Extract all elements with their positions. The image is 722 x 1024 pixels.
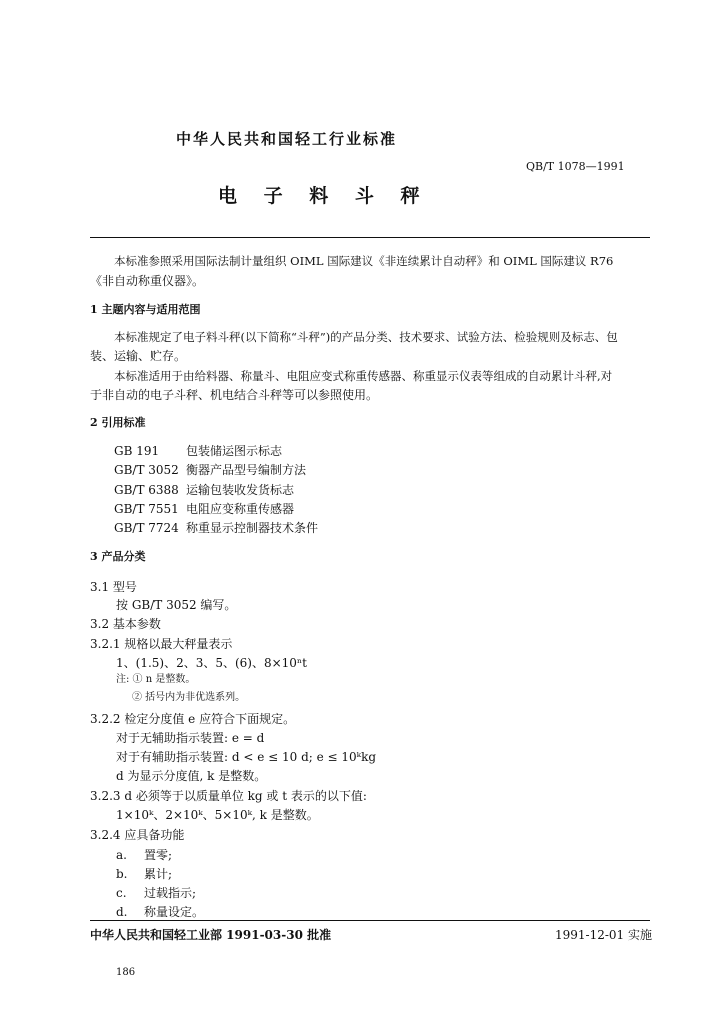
reference-title: 电阻应变称重传感器 bbox=[186, 502, 295, 516]
function-marker: a. bbox=[116, 848, 127, 862]
clause-3-2-1-text: 1、(1.5)、2、3、5、(6)、8×10ⁿt bbox=[116, 656, 307, 670]
function-item bbox=[116, 846, 172, 864]
section-1-p1-line-2: 装、运输、贮存。 bbox=[90, 349, 187, 363]
section-1-p2-line-2: 于非自动的电子斗秤、机电结合斗秤等可以参照使用。 bbox=[90, 388, 379, 402]
section-2-heading: 2 引用标准 bbox=[90, 416, 146, 429]
clause-3-1-heading: 3.1 型号 bbox=[90, 580, 137, 594]
reference-item bbox=[114, 481, 294, 499]
note-2: ② 括号内为非优选系列。 bbox=[132, 692, 246, 703]
function-text: 过载指示; bbox=[144, 886, 197, 900]
reference-title: 包装储运图示标志 bbox=[186, 444, 283, 458]
clause-3-2-2-line-3: d 为显示分度值, k 是整数。 bbox=[116, 769, 267, 783]
clause-3-2-3-text: 1×10ᵏ、2×10ᵏ、5×10ᵏ, k 是整数。 bbox=[116, 808, 319, 822]
function-marker: c. bbox=[116, 886, 127, 900]
clause-3-2-heading: 3.2 基本参数 bbox=[90, 617, 161, 631]
reference-title: 称重显示控制器技术条件 bbox=[186, 521, 319, 535]
clause-3-2-2-line-1: 对于无辅助指示装置: e = d bbox=[116, 731, 265, 745]
section-3-heading: 3 产品分类 bbox=[90, 550, 146, 563]
clause-3-2-3-heading: 3.2.3 d 必须等于以质量单位 kg 或 t 表示的以下值: bbox=[90, 789, 367, 803]
header-rule bbox=[90, 237, 650, 238]
intro-line-1: 本标准参照采用国际法制计量组织 OIML 国际建议《非连续累计自动秤》和 OIML 国际建议 R76 bbox=[114, 254, 614, 268]
function-text: 称量设定。 bbox=[144, 905, 205, 919]
reference-item bbox=[114, 519, 318, 537]
reference-code: GB/T 3052 bbox=[114, 463, 179, 477]
standard-number: QB/T 1078—1991 bbox=[526, 160, 625, 173]
function-marker: b. bbox=[116, 867, 128, 881]
reference-title: 运输包装收发货标志 bbox=[186, 483, 295, 497]
reference-title: 衡器产品型号编制方法 bbox=[186, 463, 307, 477]
function-item bbox=[116, 865, 172, 883]
reference-code: GB/T 6388 bbox=[114, 483, 179, 497]
section-1-p2-line-1: 本标准适用于由给料器、称量斗、电阻应变式称重传感器、称重显示仪表等组成的自动累计斗秤,对 bbox=[114, 369, 613, 383]
reference-code: GB/T 7724 bbox=[114, 521, 179, 535]
clause-3-2-2-heading: 3.2.2 检定分度值 e 应符合下面规定。 bbox=[90, 712, 296, 726]
function-text: 置零; bbox=[144, 848, 173, 862]
reference-code: GB/T 7551 bbox=[114, 502, 179, 516]
function-item bbox=[116, 884, 196, 902]
page-number: 186 bbox=[116, 967, 136, 978]
function-text: 累计; bbox=[144, 867, 173, 881]
section-1-heading: 1 主题内容与适用范围 bbox=[90, 303, 201, 316]
clause-3-2-4-heading: 3.2.4 应具备功能 bbox=[90, 828, 185, 842]
clause-3-1-text: 按 GB/T 3052 编写。 bbox=[116, 598, 237, 612]
function-item bbox=[116, 903, 204, 921]
reference-code: GB 191 bbox=[114, 444, 160, 458]
reference-item bbox=[114, 442, 282, 460]
reference-item bbox=[114, 461, 306, 479]
approval-line: 中华人民共和国轻工业部 1991-03-30 批准 bbox=[90, 928, 332, 942]
implementation-date: 1991-12-01 实施 bbox=[555, 928, 653, 942]
intro-line-2: 《非自动称重仪器》。 bbox=[90, 274, 205, 288]
document-title: 电 子 料 斗 秤 bbox=[218, 185, 430, 207]
section-1-p1-line-1: 本标准规定了电子料斗秤(以下简称“斗秤”)的产品分类、技术要求、试验方法、检验规则及标志、包 bbox=[114, 330, 618, 344]
function-marker: d. bbox=[116, 905, 128, 919]
footer-rule bbox=[90, 920, 650, 921]
issuing-body-heading: 中华人民共和国轻工行业标准 bbox=[176, 130, 398, 148]
clause-3-2-1-heading: 3.2.1 规格以最大秤量表示 bbox=[90, 637, 233, 651]
note-1: 注: ① n 是整数。 bbox=[116, 674, 196, 685]
reference-item bbox=[114, 500, 294, 518]
clause-3-2-2-line-2: 对于有辅助指示装置: d < e ≤ 10 d; e ≤ 10ᵏkg bbox=[116, 750, 377, 764]
